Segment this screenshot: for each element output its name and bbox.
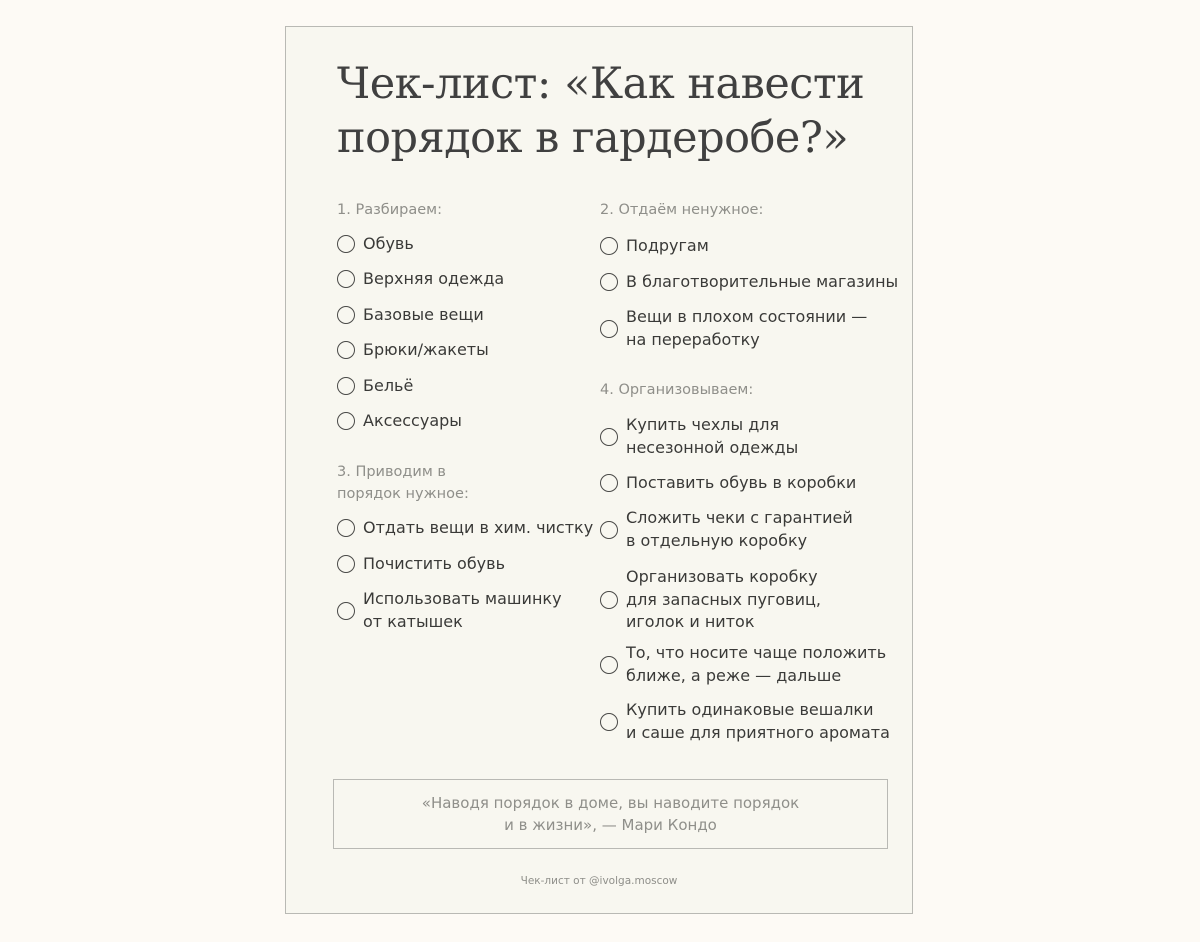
checklist-item[interactable] xyxy=(600,507,853,552)
title-line-2: порядок в гардеробе?» xyxy=(337,113,849,163)
checklist-card xyxy=(285,26,913,914)
checklist-item[interactable] xyxy=(337,517,593,540)
quote xyxy=(422,792,799,836)
item-label: Купить чехлы для несезонной одежды xyxy=(626,415,799,457)
item-label: Брюки/жакеты xyxy=(363,340,489,359)
checklist-item[interactable] xyxy=(600,642,886,687)
footer-credit: Чек-лист от @ivolga.moscow xyxy=(520,875,678,887)
checklist-item[interactable] xyxy=(600,566,821,634)
checkbox-circle-icon[interactable] xyxy=(600,428,618,446)
item-label: Купить одинаковые вешалки и саше для приятного аромата xyxy=(626,700,890,742)
item-label: Обувь xyxy=(363,234,414,253)
checkbox-circle-icon[interactable] xyxy=(337,555,355,573)
section-1-heading: 1. Разбираем: xyxy=(337,202,442,218)
checklist-item[interactable] xyxy=(337,553,505,576)
checkbox-circle-icon[interactable] xyxy=(337,306,355,324)
checkbox-circle-icon[interactable] xyxy=(600,521,618,539)
checkbox-circle-icon[interactable] xyxy=(600,273,618,291)
checkbox-circle-icon[interactable] xyxy=(600,713,618,731)
checklist-item[interactable] xyxy=(337,268,504,291)
item-label: Почистить обувь xyxy=(363,554,506,573)
title-line-1: Чек-лист: «Как навести xyxy=(337,59,865,109)
checkbox-circle-icon[interactable] xyxy=(337,602,355,620)
checkbox-circle-icon[interactable] xyxy=(337,412,355,430)
section-3-heading: 3. Приводим в порядок нужное: xyxy=(337,464,469,502)
quote-box xyxy=(333,779,888,849)
checklist-item[interactable] xyxy=(337,233,414,256)
page-title xyxy=(337,57,877,165)
checklist-item[interactable] xyxy=(337,410,462,433)
checklist-item[interactable] xyxy=(600,235,709,258)
checkbox-circle-icon[interactable] xyxy=(600,237,618,255)
checkbox-circle-icon[interactable] xyxy=(337,270,355,288)
checkbox-circle-icon[interactable] xyxy=(600,656,618,674)
checklist-item[interactable] xyxy=(337,339,489,362)
item-label: То, что носите чаще положить ближе, а реже — дальше xyxy=(626,643,887,685)
quote-line-2: и в жизни», — Мари Кондо xyxy=(504,816,717,834)
item-label: Верхняя одежда xyxy=(363,269,505,288)
item-label: Базовые вещи xyxy=(363,305,484,324)
checkbox-circle-icon[interactable] xyxy=(600,320,618,338)
item-label: Вещи в плохом состоянии — на переработку xyxy=(626,307,868,349)
checkbox-circle-icon[interactable] xyxy=(337,235,355,253)
item-label: Использовать машинку от катышек xyxy=(363,589,562,631)
item-label: Отдать вещи в хим. чистку xyxy=(363,518,594,537)
item-label: Организовать коробку для запасных пуговиц, иголок и ниток xyxy=(626,567,821,631)
checkbox-circle-icon[interactable] xyxy=(600,474,618,492)
section-2-heading: 2. Отдаём ненужное: xyxy=(600,202,764,218)
checklist-item[interactable] xyxy=(600,271,898,294)
checklist-item[interactable] xyxy=(337,304,484,327)
checklist-item[interactable] xyxy=(600,472,856,495)
item-label: Сложить чеки с гарантией в отдельную коробку xyxy=(626,508,853,550)
checkbox-circle-icon[interactable] xyxy=(337,377,355,395)
checklist-item[interactable] xyxy=(337,375,413,398)
checklist-item[interactable] xyxy=(600,699,890,744)
checklist-item[interactable] xyxy=(600,414,798,459)
item-label: Подругам xyxy=(626,236,709,255)
checkbox-circle-icon[interactable] xyxy=(337,341,355,359)
checkbox-circle-icon[interactable] xyxy=(600,591,618,609)
checkbox-circle-icon[interactable] xyxy=(337,519,355,537)
checklist-item[interactable] xyxy=(337,588,562,633)
quote-line-1: «Наводя порядок в доме, вы наводите порядок xyxy=(421,794,800,812)
section-4-heading: 4. Организовываем: xyxy=(600,382,754,398)
item-label: Аксессуары xyxy=(363,411,462,430)
item-label: Поставить обувь в коробки xyxy=(626,473,857,492)
item-label: Бельё xyxy=(363,376,414,395)
item-label: В благотворительные магазины xyxy=(626,272,899,291)
checklist-item[interactable] xyxy=(600,306,867,351)
